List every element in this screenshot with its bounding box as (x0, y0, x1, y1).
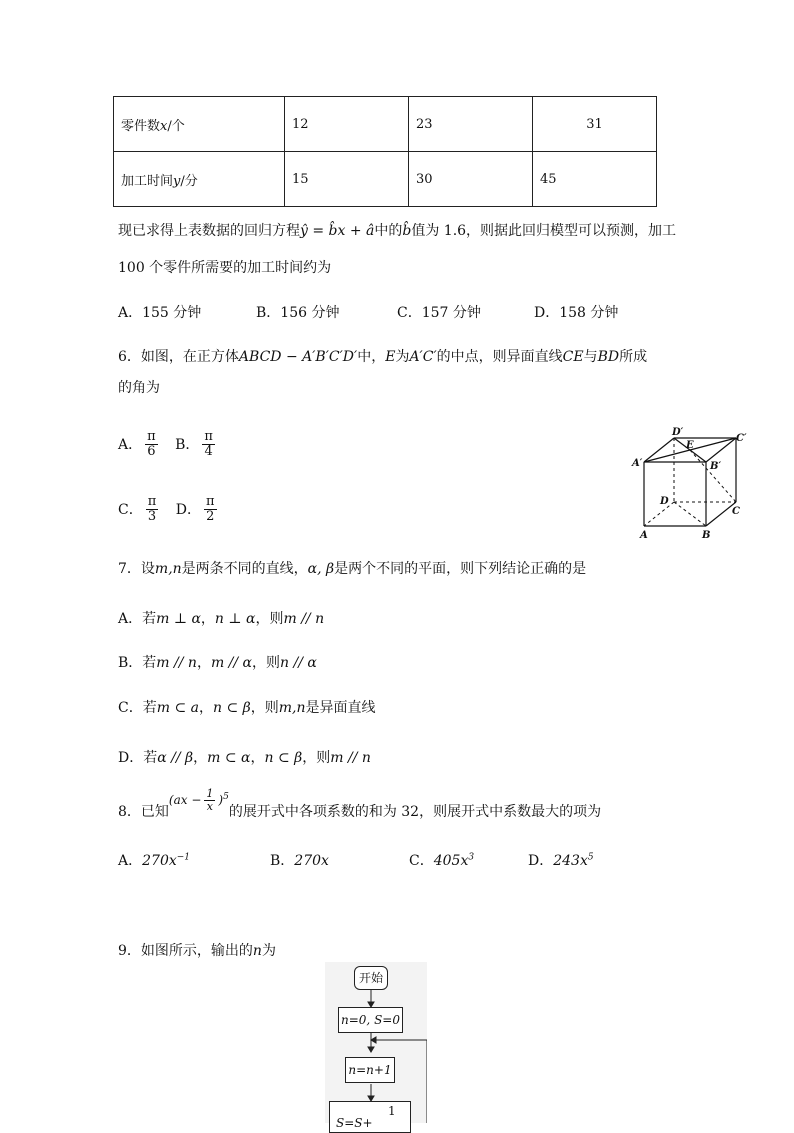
q8-option-c: C．$405x^3$ (409, 852, 475, 869)
flowchart (325, 962, 427, 1130)
q7-option-a: A．若m ⊥ α，n ⊥ α，则m // n (118, 611, 325, 627)
q8-stem: 8．已知(ax − $\frac{1}{x}$ )$^5$的展开式中各项系数的和为 32，则展开式中系数最大的项为 (118, 787, 602, 821)
vertex-label: C (732, 506, 740, 517)
cell: 23 (409, 97, 533, 152)
q7-option-c: C．若m ⊂ a，n ⊂ β，则m,n是异面直线 (118, 700, 376, 716)
q6-options-cd: C． $\frac{\pi}{3}$ D． $\frac{\pi}{2}$ (118, 494, 215, 525)
data-table (113, 96, 657, 207)
vertex-label: A (640, 530, 648, 541)
regression-equation: ŷ = b̂x + â (300, 223, 375, 239)
row-label: 加工时间y/分 (114, 152, 285, 207)
q5-option-b: B．156 分钟 (256, 305, 340, 321)
vertex-label: C′ (736, 433, 747, 444)
vertex-label: E (686, 440, 694, 451)
cell: 31 (533, 97, 657, 152)
q9-stem: 9．如图所示，输出的n为 (118, 943, 276, 959)
fraction: $\frac{\pi}{4}$ (204, 429, 213, 460)
table-row (114, 152, 657, 207)
q5-option-d: D．158 分钟 (534, 305, 619, 321)
table-row (114, 97, 657, 152)
vertex-label: B (702, 530, 711, 541)
init-node: n=0, S=0 (338, 1007, 403, 1033)
row-label: 零件数x/个 (114, 97, 285, 152)
binomial-expression: (ax − $\frac{1}{x}$ )$^5$ (168, 787, 229, 814)
q5-option-a: A．155 分钟 (118, 305, 202, 321)
q7-option-d: D．若α // β，m ⊂ α，n ⊂ β，则m // n (118, 750, 371, 766)
vertex-label: B′ (710, 461, 722, 472)
q5-line1: 现已求得上表数据的回归方程ŷ = b̂x + â中的b̂值为 1.6，则据此回归模型可以预测，加工 (118, 223, 677, 239)
fraction: $\frac{\pi}{3}$ (147, 494, 157, 525)
q5-line2: 100 个零件所需要的加工时间约为 (118, 260, 332, 276)
q6-line2: 的角为 (118, 380, 160, 396)
cell: 15 (285, 152, 409, 207)
cube-figure (628, 424, 752, 544)
q8-option-b: B．270x (270, 853, 329, 869)
vertex-label: D (660, 496, 669, 507)
q7-stem: 7．设m,n是两条不同的直线，α, β是两个不同的平面，则下列结论正确的是 (118, 561, 587, 577)
vertex-label: D′ (672, 427, 684, 438)
q8-option-a: A．$270x^{-1}$ (118, 852, 191, 869)
fraction: $\frac{\pi}{2}$ (205, 494, 215, 525)
increment-node: n=n+1 (345, 1057, 395, 1083)
q8-option-d: D．$243x^5$ (528, 852, 594, 869)
q6-line1: 6．如图，在正方体ABCD − A′B′C′D′中，E为A′C′的中点，则异面直线CE与BD所成 (118, 349, 648, 365)
sum-node: S=S+ 1 (329, 1101, 411, 1133)
cell: 12 (285, 97, 409, 152)
q7-option-b: B．若m // n，m // α，则n // α (118, 655, 317, 671)
vertex-label: A′ (632, 458, 643, 469)
q5-option-c: C．157 分钟 (397, 305, 481, 321)
q6-options-ab: A． $\frac{\pi}{6}$ B． $\frac{\pi}{4}$ (118, 429, 213, 460)
fraction: $\frac{\pi}{6}$ (147, 429, 156, 460)
cell: 45 (533, 152, 657, 207)
start-node: 开始 (354, 966, 388, 990)
cell: 30 (409, 152, 533, 207)
